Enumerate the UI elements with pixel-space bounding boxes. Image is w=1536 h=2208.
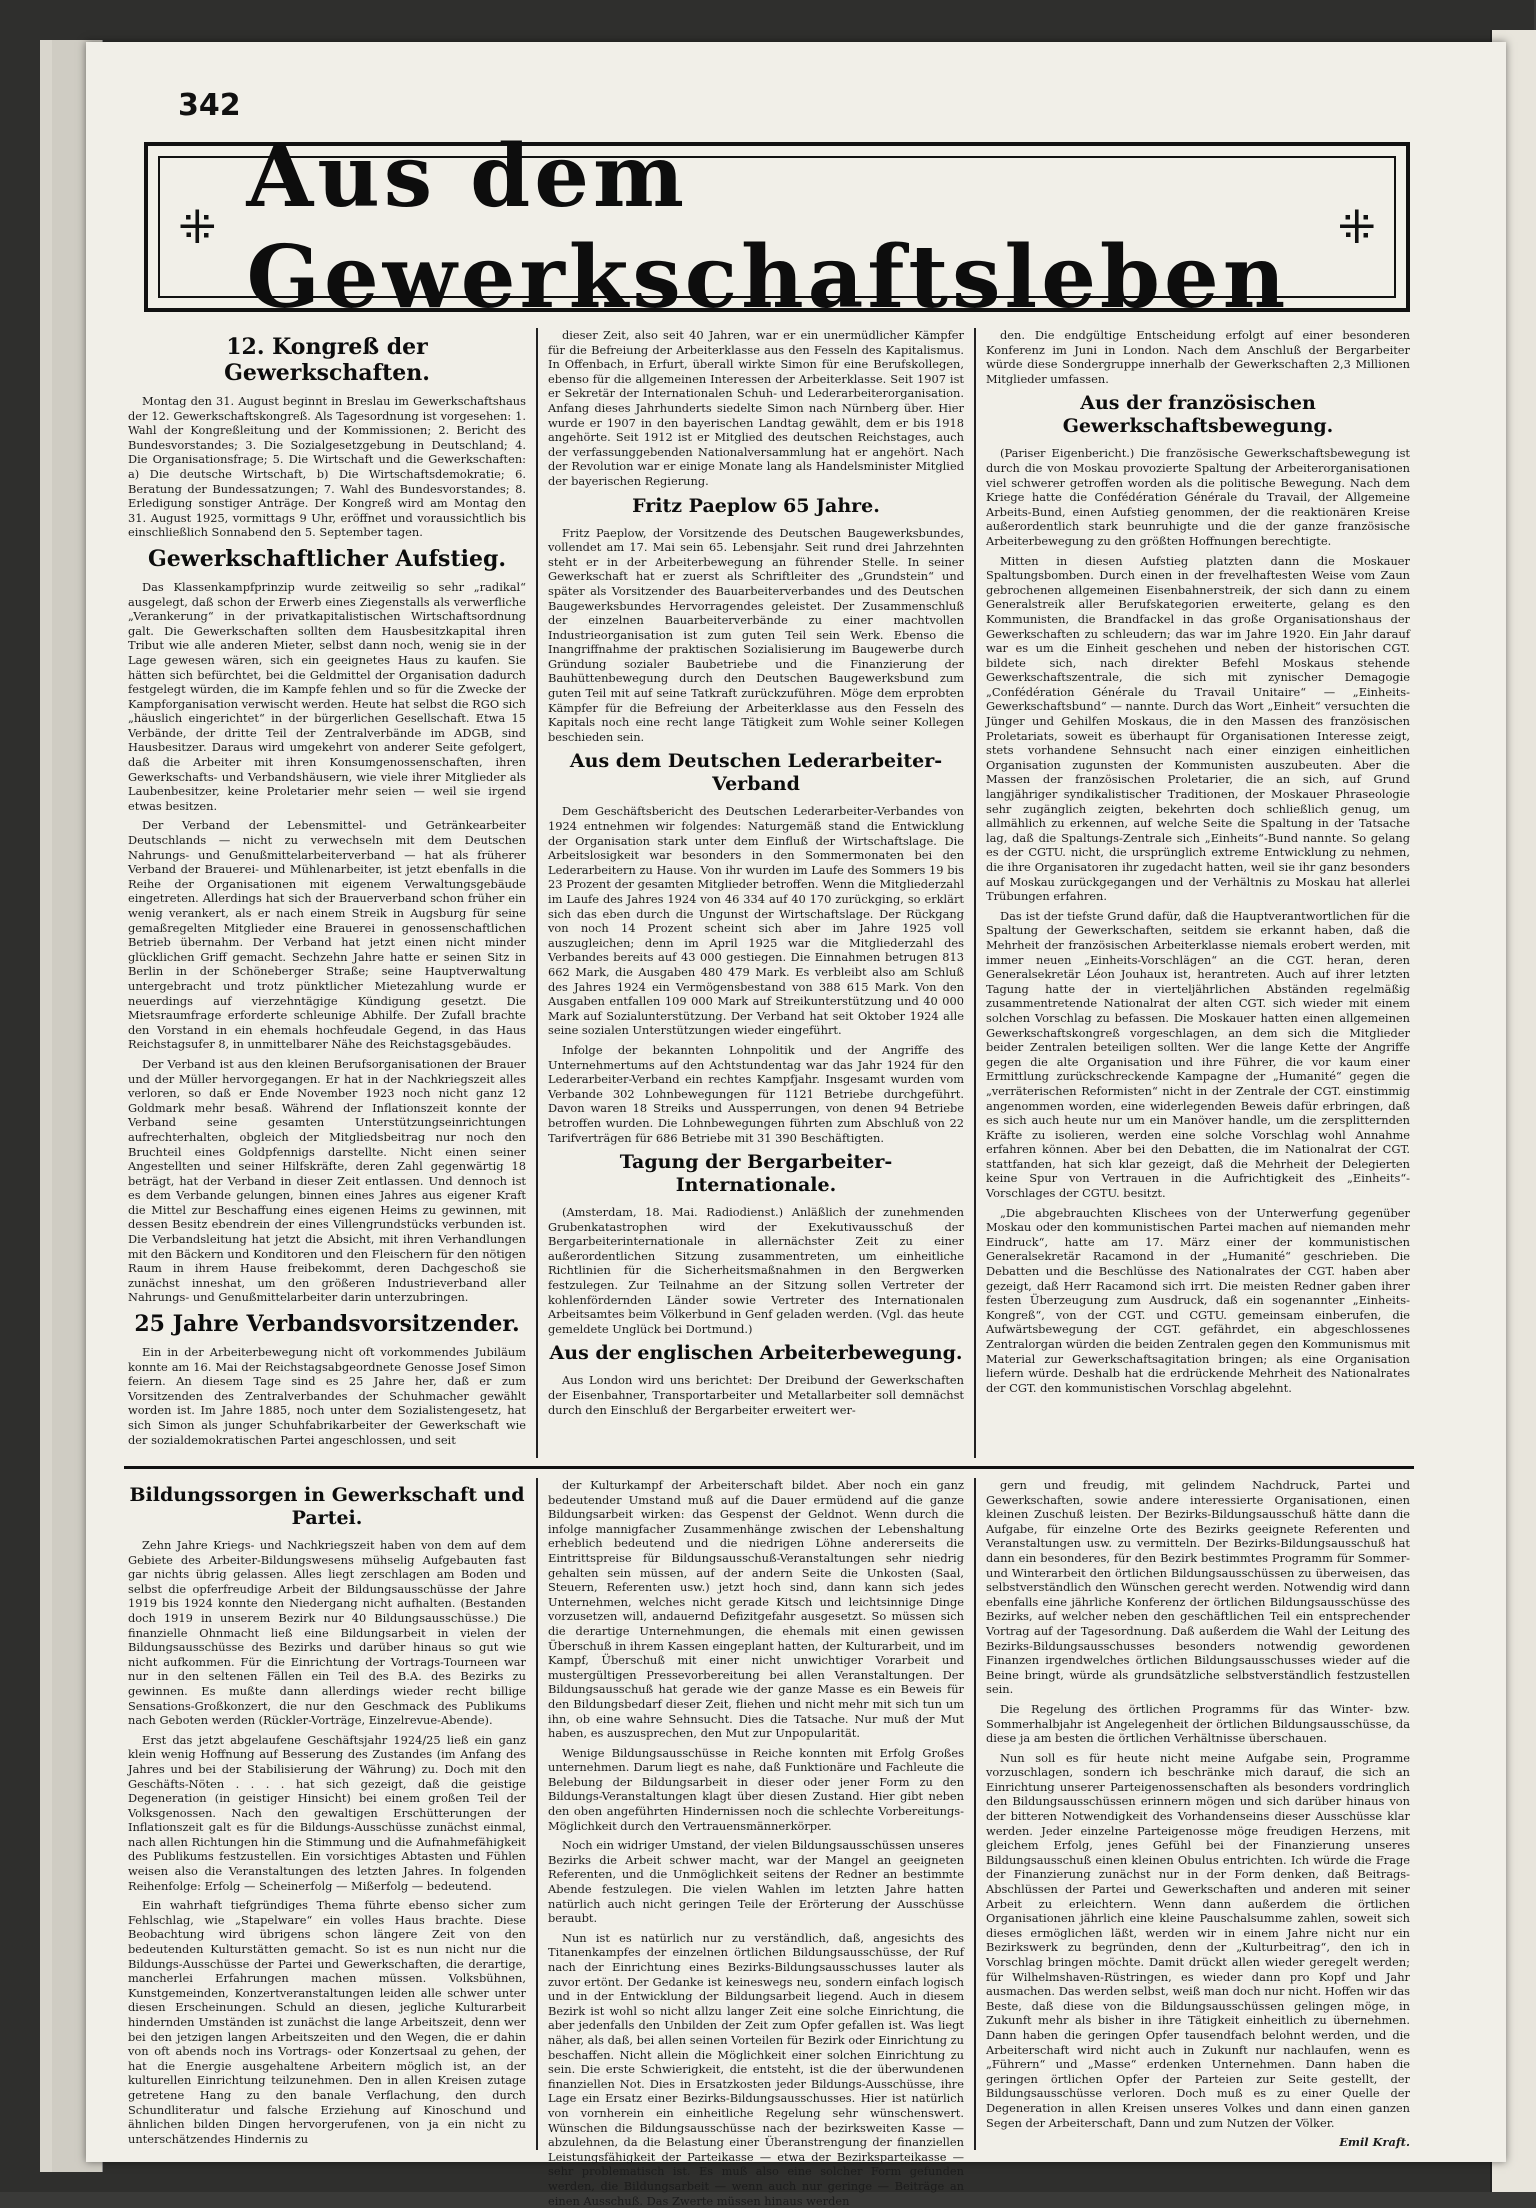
column-3	[986, 328, 1410, 1458]
article-paragraph: Dem Geschäftsbericht des Deutschen Lederarbeiter-Verbandes von 1924 entnehmen wir folgendes: Naturgemäß stand die Entwicklung der Organisation stark unter dem Einfluß der Wirtschaftslage. Die Arbeitslosigkeit war besonders in den Sommermonaten bei den Lederarbeitern zu Hause. Von ihr wurden im Laufe des Sommers 19 bis 23 Prozent der gesamten Mitglieder betroffen. Wenn die Mitgliederzahl im Laufe des Jahres 1924 von 46 334 auf 40 170 zurückging, so erklärt sich das eben durch die Ungunst der Wirtschaftslage. Der Rückgang von noch 14 Prozent scheint sich aber im Jahre 1925 voll auszugleichen; denn im April 1925 war die Mitgliederzahl des Verbandes bereits auf 43 000 gestiegen. Die Einnahmen betrugen 813 662 Mark, die Ausgaben 480 479 Mark. Es verbleibt also am Schluß des Jahres 1924 ein Vermögensbestand von 388 615 Mark. Von den Ausgaben entfallen 109 000 Mark auf Streikunterstützung und 40 000 Mark auf Sozialunterstützung. Der Verband hat seit Oktober 1924 alle seine sozialen Unterstützungen wieder eingeführt.	[548, 804, 964, 1038]
column-2	[548, 328, 964, 1458]
article-paragraph: Der Verband der Lebensmittel- und Getränkearbeiter Deutschlands — nicht zu verwechseln mit dem Deutschen Nahrungs- und Genußmittelarbeiterverband — hat als früherer Verband der Brauerei- und Mühlenarbeiter, ist jetzt ebenfalls in die Reihe der Organisationen mit eigenem Verwaltungsgebäude eingetreten. Allerdings hat sich der Brauerverband schon früher ein wenig verankert, als er nach einem Streik in Augsburg für seine gemaßregelten Mitglieder eine Brauerei in genossenschaftlichen Betrieb übernahm. Der Verband hat jetzt einen nicht minder glücklichen Griff gemacht. Sechzehn Jahre hatte er seinen Sitz in Berlin in der Schöneberger Straße; seine Hauptverwaltung untergebracht und trotz pünktlicher Mietezahlung wurde er neuerdings auf vierzehntägige Kündigung gesetzt. Die Mietsraumfrage erforderte schleunige Abhilfe. Der Zufall brachte den Vorstand in ein ehemals hochfeudale Gegend, in das Haus Reichstagsufer 8, in unmittelbarer Nähe des Reichstagsgebäudes.	[128, 818, 526, 1052]
column-1	[128, 328, 526, 1458]
column-rule	[974, 328, 976, 1458]
article-paragraph: Der Verband ist aus den kleinen Berufsorganisationen der Brauer und der Müller hervorgegangen. Er hat in der Nachkriegszeit alles verloren, so daß er Ende November 1923 noch nicht ganz 12 Goldmark mehr besaß. Während der Inflationszeit konnte der Verband seine gesamten Unterstützungseinrichtungen aufrechterhalten, obgleich der Mitgliedsbeitrag nur noch den Bruchteil eines Goldpfennigs darstellte. Nicht einen seiner Angestellten und seiner Hilfskräfte, deren Zahl gegenwärtig 18 beträgt, hat der Verband in dieser Zeit entlassen. Und dennoch ist es dem Verbande gelungen, binnen eines Jahres aus eigener Kraft die Mittel zur Beschaffung eines eigenen Heims zu gewinnen, mit dessen Besitz ebendrein der eines Villengrundstücks verbunden ist. Die Verbandsleitung hat jetzt die Absicht, mit ihren Verhandlungen mit den Bäckern und Konditoren und den Fleischern für den nötigen Raum in ihrem Hause freibekommt, deren Dachgeschoß sie zunächst inneshat, um den größeren Industrieverband aller Nahrungs- und Genußmittelarbeiter darin unterzubringen.	[128, 1056, 526, 1305]
article-paragraph: gern und freudig, mit gelindem Nachdruck, Partei und Gewerkschaften, sowie andere interessierte Organisationen, einen kleinen Zuschuß leisten. Der Bezirks-Bildungsausschuß hätte dann die Aufgabe, für einzelne Orte des Bezirks geeignete Referenten und Veranstaltungen usw. zu vermitteln. Der Bezirks-Bildungsausschuß hat dann ein besonderes, für den Bezirk bestimmtes Programm für Sommer- und Winterarbeit den örtlichen Bildungsausschüssen zu überweisen, das selbstverständlich den Wünschen gerecht werden. Notwendig wird dann ebenfalls eine jährliche Konferenz der örtlichen Bildungsausschüsse des Bezirks, auf welcher neben den geschäftlichen Teil ein entsprechender Vortrag auf der Tagesordnung. Daß außerdem die Wahl der Leitung des Bezirks-Bildungsausschusses besonders notwendig gewordenen Finanzen irgendwelches örtlichen Bildungsausschusses wieder auf die Beine bringt, würde als grundsätzliche selbstverständlich festzustellen sein.	[986, 1478, 1410, 1697]
headline-verbandsvorsitzender: 25 Jahre Verbandsvorsitzender.	[134, 1311, 520, 1338]
bottom-column-2	[548, 1478, 964, 2208]
article-paragraph: Erst das jetzt abgelaufene Geschäftsjahr 1924/25 ließ ein ganz klein wenig Hoffnung auf Besserung des Zustandes (im Anfang des Jahres und bei der Stabilisierung der Währung) zu. Doch mit den Geschäfts-Nöten . . . . hat sich gezeigt, daß die geistige Degeneration (in geistiger Hinsicht) bei einem großen Teil der Volksgenossen. Nach den gewaltigen Erschütterungen der Inflationszeit galt es für die Bildungs-Ausschüsse zunächst einmal, nach allen Richtungen hin die Stimmung und die Aufnahmefähigkeit des Publikums festzustellen. Ein vorsichtiges Abtasten und Fühlen weisen also die Veranstaltungen des letzten Jahres. In folgenden Reihenfolge: Erfolg — Scheinerfolg — Mißerfolg — bedeutend.	[128, 1732, 526, 1893]
headline-bildungssorgen: Bildungssorgen in Gewerkschaft und Partei.	[129, 1484, 525, 1529]
headline-franzoesische-bewegung: Aus der französischen Gewerkschaftsbewegung.	[1062, 392, 1334, 438]
article-paragraph: Die Regelung des örtlichen Programms für das Winter- bzw. Sommerhalbjahr ist Angelegenheit der örtlichen Bildungsausschüsse, da diese ja am besten die örtlichen Verhältnisse überschauen.	[986, 1701, 1410, 1746]
section-divider	[124, 1466, 1414, 1469]
headline-kongress: 12. Kongreß der Gewerkschaften.	[224, 334, 430, 386]
headline-paeplow: Fritz Paeplow 65 Jahre.	[632, 494, 880, 517]
article-paragraph: Ein in der Arbeiterbewegung nicht oft vorkommendes Jubiläum konnte am 16. Mai der Reichstagsabgeordnete Genosse Josef Simon feiern. An diesem Tage sind es 25 Jahre her, daß er zum Vorsitzenden des Zentralverbandes der Schuhmacher gewählt worden ist. Im Jahre 1885, noch unter dem Sozialistengesetz, hat sich Simon als junger Schuhfabrikarbeiter der Gewerkschaft wie der sozialdemokratischen Partei angeschlossen, und seit	[128, 1345, 526, 1447]
page-number: 342	[178, 88, 241, 123]
article-paragraph: „Die abgebrauchten Klischees von der Unterwerfung gegenüber Moskau oder den kommunistischen Partei machen auf niemanden mehr Eindruck“, hatte am 17. März einer der kommunistischen Generalsekretär Racamond in der „Humanité“ geschrieben. Die Debatten und die Beschlüsse des Nationalrates der CGT. haben aber gezeigt, daß Herr Racamond sich irrt. Die meisten Redner gaben ihrer festen Überzeugung zum Ausdruck, daß ein sogenannter „Einheits-Kongreß“, von der CGT. und CGTU. gemeinsam einberufen, die Aufwärtsbewegung der CGT. gefährdet, ein abgeschlossenes Zentralorgan würden die beiden Zentralen gegen den Kommunismus mit Material zur Gewerkschaftsagitation bringen; als eine Organisation liefern würde. Deshalb hat die erdrückende Mehrheit des Nationalrates der CGT. den kommunistischen Vorschlag abgelehnt.	[986, 1205, 1410, 1395]
section-banner	[144, 126, 1410, 328]
article-paragraph: Wenige Bildungsausschüsse in Reiche konnten mit Erfolg Großes unternehmen. Darum liegt es nahe, daß Funktionäre und Fachleute die Belebung der Bildungsarbeit in dieser oder jener Form zu den Bildungs-Veranstaltungen klagt über diesen Zustand. Hier gibt neben den oben angeführten Hindernissen noch die schlechte Vorbereitungs-Möglichkeit durch den Vertrauensmännerkörper.	[548, 1745, 964, 1833]
column-rule	[536, 1478, 538, 2150]
article-paragraph: Zehn Jahre Kriegs- und Nachkriegszeit haben von dem auf dem Gebiete des Arbeiter-Bildungswesens mühselig Aufgebauten fast gar nichts übrig gelassen. Alles liegt zerschlagen am Boden und selbst die opferfreudige Arbeit der Bildungsausschüsse der Jahre 1919 bis 1924 konnte den Niedergang nicht aufhalten. (Bestanden doch 1919 in unserem Bezirk nur 40 Bildungsausschüsse.) Die finanzielle Ohnmacht ließ eine Bildungsarbeit in vielen der Bildungsausschüsse des Bezirks und darüber hinaus so gut wie nicht aufkommen. Für die Einrichtung der Vortrags-Tourneen war nur in den seltenen Fällen ein Teil des B.A. des Bezirks zu gewinnen. Es mußte dann allerdings wieder recht billige Sensations-Großkonzert, die nur den Geschmack des Publikums nach Geboten werden (Rückler-Vorträge, Einzelrevue-Abende).	[128, 1538, 526, 1728]
article-paragraph: (Pariser Eigenbericht.) Die französische Gewerkschaftsbewegung ist durch die von Moskau provozierte Spaltung der Arbeiterorganisationen viel schwerer getroffen worden als die politische Bewegung. Nach dem Kriege hatte die Confédération Générale du Travail, der Allgemeine Arbeits-Bund, einen Aufstieg genommen, der die reaktionären Kreise außerordentlich stark beunruhigte und die der ganze französische Arbeiterbewegung zu den größten Hoffnungen berechtigte.	[986, 446, 1410, 548]
article-paragraph: den. Die endgültige Entscheidung erfolgt auf einer besonderen Konferenz im Juni in London. Nach dem Anschluß der Bergarbeiter würde diese Sondergruppe innerhalb der Gewerkschaften 2,3 Millionen Mitglieder umfassen.	[986, 328, 1410, 386]
bottom-column-1	[128, 1478, 526, 2150]
headline-bergarbeiter: Tagung der Bergarbeiter-Internationale.	[619, 1151, 893, 1197]
article-paragraph: Fritz Paeplow, der Vorsitzende des Deutschen Baugewerksbundes, vollendet am 17. Mai sein 65. Lebensjahr. Seit rund drei Jahrzehnten steht er in der Arbeiterbewegung an führender Stelle. In seiner Gewerkschaft hat er zuerst als Schriftleiter des „Grundstein“ und später als Vorsitzender des Bauarbeiterverbandes und des Deutschen Baugewerksbundes Hervorragendes geleistet. Der Zusammenschluß der einzelnen Bauarbeiterverbände zu einer machtvollen Industrieorganisation ist zum guten Teil sein Werk. Ebenso die Inangriffnahme der praktischen Sozialisierung im Baugewerbe durch Gründung sozialer Baubetriebe und die Finanzierung der Bauhüttenbewegung durch den Deutschen Baugewerksbund zum guten Teil mit auf seine Tatkraft zurückzuführen. Möge dem erprobten Kämpfer für die Befreiung der Arbeiterklasse aus den Fesseln des Kapitals noch eine recht lange Tätigkeit zum Wohle seiner Kollegen beschieden sein.	[548, 525, 964, 744]
article-paragraph: Ein wahrhaft tiefgründiges Thema führte ebenso sicher zum Fehlschlag, wie „Stapelware“ ein volles Haus brachte. Diese Beobachtung wird übrigens schon längere Zeit von den bedeutenden Kulturstätten gemacht. So ist es nun nicht nur die Bildungs-Ausschüsse der Partei und Gewerkschaften, die derartige, mancherlei Erfahrungen machen müssen. Volksbühnen, Kunstgemeinden, Konzertveranstaltungen leiden alle schwer unter diesen Erscheinungen. Schuld an diesen, jegliche Kulturarbeit hindernden Umständen ist zunächst die lange Arbeitszeit, denn wer bei den jetzigen langen Arbeitszeiten und den Wegen, die er dahin von oft abends noch ins Vortrags- oder Konzertsaal zu gehen, der hat die Energie ausgehaltene Arbeitern möglich ist, an der kulturellen Einrichtung teilzunehmen. Den in allen Kreisen zutage getretene Hang zu den banale Verflachung, den durch Schundliteratur und falsche Erziehung auf Kinoschund und ähnlichen bilden Dingen hervorgerufenen, von ja ein nicht zu unterschätzendes Hindernis zu	[128, 1898, 526, 2146]
headline-englische-bewegung: Aus der englischen Arbeiterbewegung.	[549, 1342, 963, 1365]
column-rule	[536, 328, 538, 1458]
bottom-column-3	[986, 1478, 1410, 2150]
section-title: Aus dem Gewerkschaftsleben	[246, 126, 1290, 328]
headline-aufstieg: Gewerkschaftlicher Aufstieg.	[147, 545, 507, 572]
article-paragraph: der Kulturkampf der Arbeiterschaft bildet. Aber noch ein ganz bedeutender Umstand muß auf die Dauer ermüdend auf die ganze Bildungsarbeit wirken: das Gespenst der Geldnot. Wenn durch die infolge mannigfacher Zusammenhänge zwischen der Lebenshaltung erheblich bedeutend und die niedrigen Löhne andererseits die Eintrittspreise für Bildungsausschuß-Veranstaltungen sehr niedrig gehalten sein müssen, auf der andern Seite die Unkosten (Saal, Steuern, Referenten usw.) jetzt hoch sind, dann kann sich jedes Unternehmen, welches nicht gerade Kitsch und leichtsinnige Dinge vorzusetzen will, andauernd Defizitgefahr ausgesetzt. So müssen sich die derartige Unternehmungen, die ehemals mit einen gewissen Überschuß in ihrem Kassen eingeplant hatten, der Kulturarbeit, und im Kampf, Überschuß mit einer nicht unwichtiger Vorarbeit und mustergültigen Pressevorbereitung bei allen Veranstaltungen. Der Bildungsausschuß hat gerade wie der ganze Masse es ein Beweis für den Bildungsbedarf dieser Zeit, fliehen und nicht mehr mit sich tun um ihn, ob eine wahre Sehnsucht. Dies die Tatsache. Nur muß der Mut haben, es auszusprechen, den Mut zur Unpopularität.	[548, 1478, 964, 1741]
article-paragraph: Das Klassenkampfprinzip wurde zeitweilig so sehr „radikal“ ausgelegt, daß schon der Erwerb eines Ziegenstalls als verwerfliche „Verankerung“ in der privatkapitalistischen Wirtschaftsordnung galt. Die Gewerkschaften sollten dem Hausbesitzkapital ihren Tribut wie alle anderen Mieter, selbst dann noch, wenig sie in der Lage gewesen wären, sich ein geeignetes Haus zu kaufen. Sie hätten sich befürchtet, bei die Geldmittel der Organisation dadurch festgelegt würden, die im Kampfe fehlen und so für die Zwecke der Kampforganisation verwischt werden. Heute hat selbst die RGO sich „häuslich eingerichtet“ in der bürgerlichen Gesellschaft. Etwa 15 Verbände, der dritte Teil der Zentralverbände im ADGB, sind Hausbesitzer. Daraus wird umgekehrt von anderer Seite gefolgert, daß die Arbeiter mit ihren Konsumgenossenschaften, ihren Gewerkschafts- und Verbandshäusern, wie viele ihrer Mitglieder als Laubenbesitzer, keine Proletarier mehr seien — weil sie irgend etwas besitzen.	[128, 579, 526, 813]
article-paragraph: Aus London wird uns berichtet: Der Dreibund der Gewerkschaften der Eisenbahner, Transportarbeiter und Metallarbeiter soll demnächst durch den Einschluß der Bergarbeiter erweitert wer-	[548, 1373, 964, 1417]
column-rule	[974, 1478, 976, 2150]
article-paragraph: Infolge der bekannten Lohnpolitik und der Angriffe des Unternehmertums auf den Achtstundentag war das Jahr 1924 für den Lederarbeiter-Verband ein rechtes Kampfjahr. Insgesamt wurden vom Verbande 302 Lohnbewegungen für 1121 Betriebe durchgeführt. Davon waren 18 Streiks und Aussperrungen, von denen 94 Betriebe betroffen wurden. Die Lohnbewegungen führten zum Abschluß von 22 Tarifverträgen für 686 Betriebe mit 31 390 Beschäftigten.	[548, 1042, 964, 1145]
article-paragraph: (Amsterdam, 18. Mai. Radiodienst.) Anläßlich der zunehmenden Grubenkatastrophen wird der Exekutivausschuß der Bergarbeiterinternationale in allernächster Zeit zu einer außerordentlichen Sitzung zusammentreten, um einheitliche Richtlinien für die Sicherheitsmaßnahmen in den Bergwerken festzulegen. Zur Teilnahme an der Sitzung sollen Vertreter der kohlenfördernden Länder sowie Vertreter des Internationalen Arbeitsamtes beim Völkerbund in Genf geladen werden. (Vgl. das heute gemeldete Unglück bei Dortmund.)	[548, 1205, 964, 1336]
ornament-right-icon: ⁜	[1337, 200, 1376, 254]
article-paragraph: Mitten in diesen Aufstieg platzten dann die Moskauer Spaltungsbomben. Durch einen in der frevelhaftesten Weise vom Zaun gebrochenen allgemeinen Eisenbahnerstreik, der sich dann zu einem Generalstreik aller Berufskategorien erweiterte, gelang es den Kommunisten, die Brandfackel in das große Organisationshaus der Gewerkschaften zu schleudern; das war im Jahre 1920. Ein Jahr darauf war es um die Einheit geschehen und neben der historischen CGT. bildete sich, nach direkter Befehl Moskaus stehende Gewerkschaftszentrale, die sich mit zynischer Demagogie „Confédération Générale du Travail Unitaire“ — „Einheits-Gewerkschaftsbund“ — nannte. Durch das Wort „Einheit“ versuchten die Jünger und Gehilfen Moskaus, die in den Massen des französischen Proletariats, soweit es überhaupt für Organisationen Interesse zeigt, stets vorhandene Sehnsucht nach einer einzigen einheitlichen Organisation zugunsten der Kommunisten auszubeuten. Aber die Massen der französischen Proletarier, die an sich, auf Grund langjähriger syndikalistischer Traditionen, der Moskauer Phraseologie sehr zugänglich zeigten, bekehrten doch schließlich genug, um allmählich zu erkennen, auf welche Seite die Spaltung in der Tatsache lag, daß die Spaltungs-Zentrale sich „Einheits“-Bund nannte. So gelang es der CGTU. nicht, die ursprünglich extreme Entwicklung zu nehmen, die ihre Organisatoren ihr zugedacht hatten, weil sie ihr ganz besonders auf Moskau zurückgegangen und der Verhältnis zu Moskau hat allerlei Trübungen erfahren.	[986, 553, 1410, 904]
newspaper-page	[86, 42, 1506, 2208]
article-paragraph: dieser Zeit, also seit 40 Jahren, war er ein unermüdlicher Kämpfer für die Befreiung der Arbeiterklasse aus den Fesseln des Kapitalismus. In Offenbach, in Erfurt, überall wirkte Simon für eine Berufskollegen, ebenso für die allgemeinen Interessen der Arbeiterklasse. Seit 1907 ist er Sekretär der Internationalen Schuh- und Lederarbeiterorganisation. Anfang dieses Jahrhunderts siedelte Simon nach Nürnberg über. Hier wurde er 1907 in den bayerischen Landtag gewählt, dem er bis 1918 angehörte. Seit 1912 ist er Mitglied des deutschen Reichstages, auch der verfassunggebenden Nationalversammlung hat er angehört. Nach der Revolution war er einige Monate lang als Handelsminister Mitglied der bayerischen Regierung.	[548, 328, 964, 488]
article-paragraph: Noch ein widriger Umstand, der vielen Bildungsausschüssen unseres Bezirks die Arbeit schwer macht, war der Mangel an geeigneten Referenten, und die Unmöglichkeit seitens der Redner an bestimmte Abende festzulegen. Die vielen Wahlen im letzten Jahre hatten natürlich auch nicht geringen Teile der Erörterung der Ausschüsse beraubt.	[548, 1838, 964, 1926]
article-paragraph: Das ist der tiefste Grund dafür, daß die Hauptverantwortlichen für die Spaltung der Gewerkschaften, seitdem sie erkannt haben, daß die Mehrheit der französischen Arbeiterklasse niemals erobert werden, mit immer neuen „Einheits-Vorschlägen“ an die CGT. heran, deren Generalsekretär Léon Jouhaux ist, herantreten. Auch auf ihrer letzten Tagung hatte der in vierteljährlichen Abständen regelmäßig zusammentretende Nationalrat der alten CGT. sich wieder mit einem solchen Vorschlag zu befassen. Die Moskauer hatten einen allgemeinen Gewerkschaftskongreß vorgeschlagen, an dem sich die Mitglieder beider Zentralen beteiligen sollten. Wer die lange Kette der Angriffe gegen die alte Organisation und ihre Führer, die vor kaum einer Ermittlung zurückschreckende Kampagne der „Humanité“ gegen die „verräterischen Reformisten“ nicht in der Zentrale der CGT. einstimmig angenommen worden, eine widerlegenden Beweis dafür erbringen, daß es sich auch heute nur um ein Manöver handle, um die zersplitternden Kräfte zu isolieren, werden eine solche Vorschlag wohl Annahme erfahren können. Aber bei den Debatten, die im Nationalrat der CGT. stattfanden, hat sich klar gezeigt, daß die Mehrheit der Delegierten keine Spur von Vertrauen in die Aufrichtigkeit des „Einheits“-Vorschlages der CGTU. besitzt.	[986, 908, 1410, 1201]
article-paragraph: Nun soll es für heute nicht meine Aufgabe sein, Programme vorzuschlagen, sondern ich beschränke mich darauf, die sich an Einrichtung unserer Parteigenossenschaften als besonders vordringlich den Bildungsausschüssen erinnern mögen und sich darüber hinaus von der bitteren Notwendigkeit des Vorhandenseins dieser Ausschüsse klar werden. Jeder einzelne Parteigenosse möge freudigen Herzens, mit gleichem Erfolg, jenes Gefühl bei der Finanzierung unseres Bildungsausschuß einen kleinen Obulus entrichten. Ich würde die Frage der Finanzierung zunächst nur in der Form denken, daß Beitrags-Abschlüssen der Partei und Gewerkschaften und anderen mit seiner Arbeit zu erleichtern. Wenn dann außerdem die örtlichen Organisationen jährlich eine kleine Pauschalsumme zahlen, soweit sich dieses ermöglichen läßt, werden wir in einem Jahre nicht nur ein Bezirkswerk zu begründen, denn der „Kulturbeitrag“, den ich in Vorschlag bringen möchte. Damit drückt allen wieder geregelt werden; für Wilhelmshaven-Rüstringen, es wieder dann pro Kopf und Jahr ausmachen. Das werden selbst, weiß man doch nur nicht. Hoffen wir das Beste, daß diese von die Bildungsausschüssen gelingen möge, in Zukunft mehr als bisher in ihre Tätigkeit einheitlich zu übernehmen. Dann haben die geringen Opfer tausendfach belohnt werden, und die Arbeiterschaft wird nicht auch in Zukunft nur nachlaufen, wenn es „Führern“ und „Masse“ erdenken Unternehmen. Dann haben die geringen örtlichen Opfer der Parteien zur Seite gestellt, der Bildungsausschüsse verloren. Doch muß es zu einer Quelle der Degeneration in allen Kreisen unseres Volkes und dann einen ganzen Segen der Arbeiterschaft, Dann und zum Nutzen der Völker.	[986, 1750, 1410, 2130]
article-paragraph: Nun ist es natürlich nur zu verständlich, daß, angesichts des Titanenkampfes der einzelnen örtlichen Bildungsausschüsse, der Ruf nach der Einrichtung eines Bezirks-Bildungsausschusses lauter als zuvor ertönt. Der Gedanke ist keineswegs neu, sondern einfach logisch und in der Entwicklung der Bildungsarbeit liegend. Auch in diesem Bezirk ist wohl so nicht allzu langer Zeit eine solche Einrichtung, die aber jedenfalls den Unbilden der Zeit zum Opfer gefallen ist. Was liegt näher, als daß, bei allen seinen Vorteilen für Bezirk oder Einrichtung zu beschaffen. Nicht allein die Möglichkeit einer solchen Einrichtung zu sein. Die erste Schwierigkeit, die entsteht, ist die der überwundenen finanziellen Not. Dies in Ersatzkosten jeder Bildungs-Ausschüsse, ihre Lage ein Ersatz einer Bezirks-Bildungsausschusses. Hier ist natürlich von vornherein ein einheitliche Regelung sehr wünschenswert. Wünschen die Bildungsausschüsse nach der bezirksweiten Kasse — abzulehnen, da die Belastung einer Überanstrengung der finanziellen Leistungsfähigkeit der Parteikasse — etwa der Bezirksparteikasse — sehr problematisch ist. Es muß also eine solcher Form gefunden werden, die Bildungsarbeit — wenn auch nur geringe — Beiträge an einen Ausschuß. Das Zwerte müssen hinaus werden	[548, 1930, 964, 2208]
headline-lederarbeiter: Aus dem Deutschen Lederarbeiter-Verband	[569, 750, 943, 796]
author-signature: Emil Kraft.	[1339, 2135, 1410, 2150]
ornament-left-icon: ⁜	[178, 200, 217, 254]
article-paragraph: Montag den 31. August beginnt in Breslau im Gewerkschaftshaus der 12. Gewerkschaftskongreß. Als Tagesordnung ist vorgesehen: 1. Wahl der Kongreßleitung und der Kommissionen; 2. Bericht des Bundesvorstandes; 3. Die Sozialgesetzgebung in Deutschland; 4. Die Organisationsfrage; 5. Die Wirtschaft und die Gewerkschaften: a) Die deutsche Wirtschaft, b) Die Wirtschaftsdemokratie; 6. Beratung der Bundessatzungen; 7. Wahl des Bundesvorstandes; 8. Erledigung sonstiger Anträge. Der Kongreß wird am Montag den 31. August 1925, vormittags 9 Uhr, eröffnet und voraussichtlich bis einschließlich Sonnabend den 5. September tagen.	[128, 394, 526, 540]
